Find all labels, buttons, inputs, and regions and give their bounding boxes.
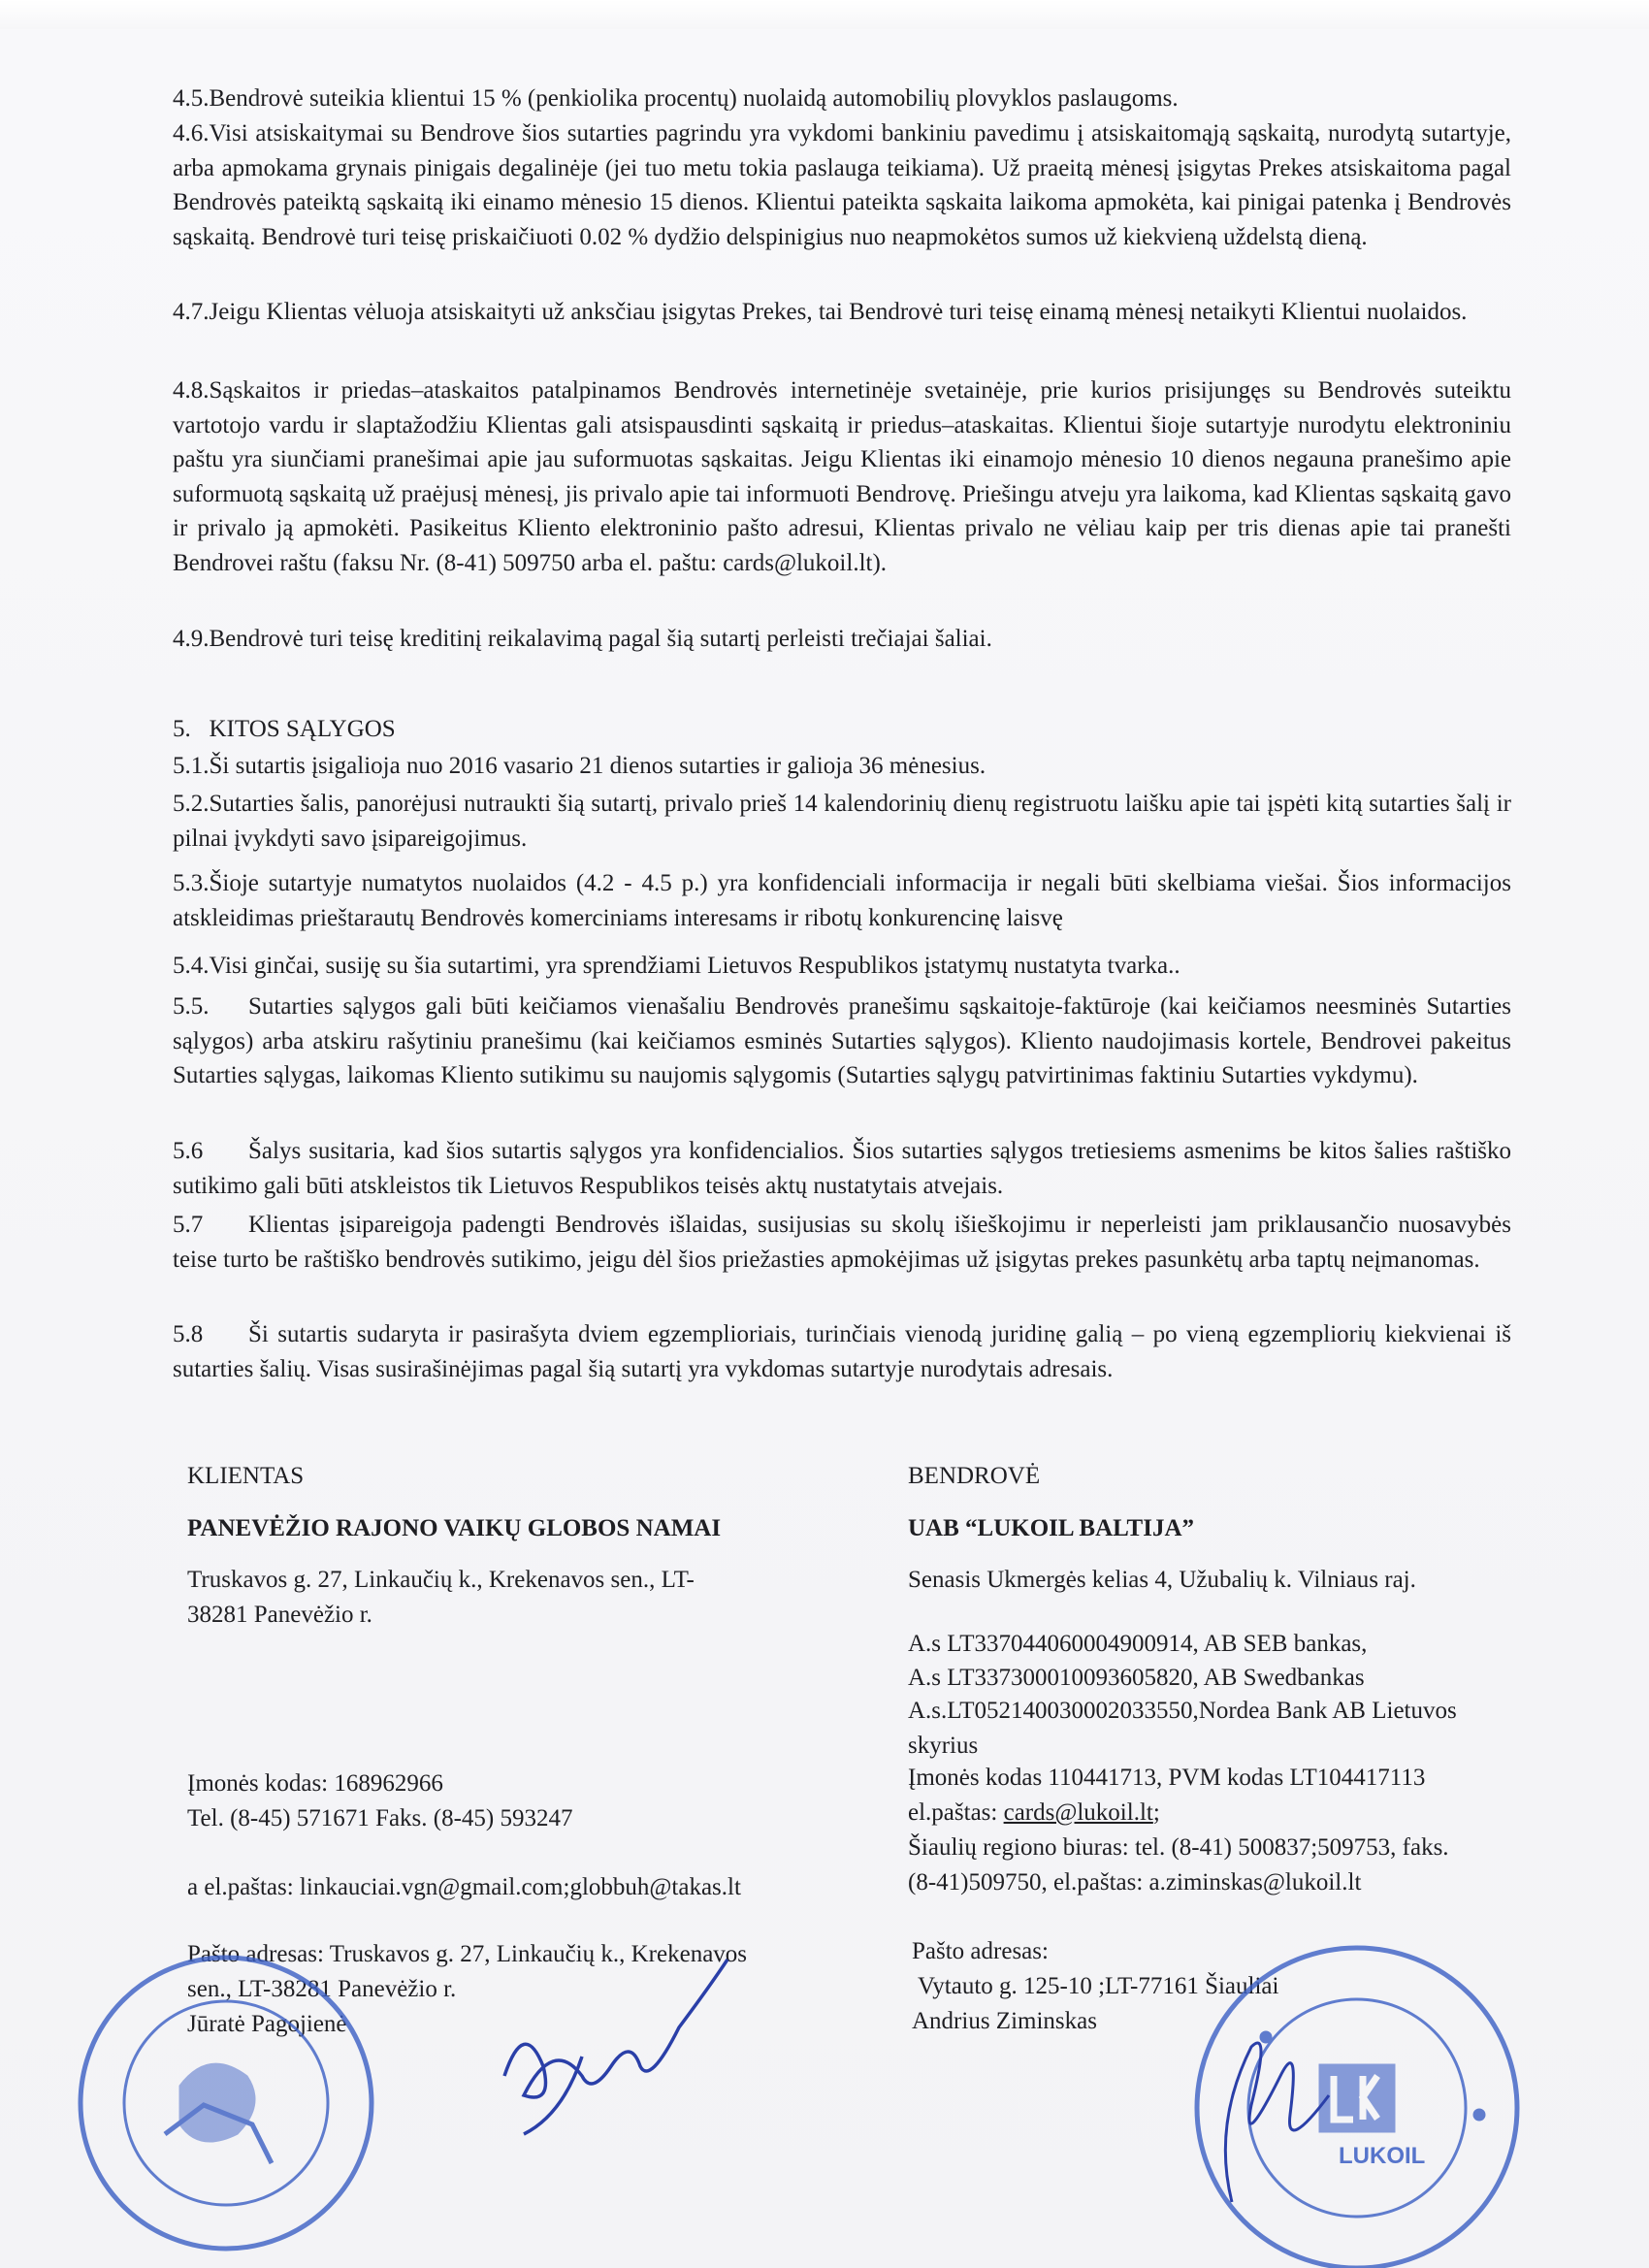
clause-5-3: 5.3.Šioje sutartyje numatytos nuolaidos (4.2 - 4.5 p.) yra konfidenciali informacija ir negali būti skelbiama viešai. Šios informacijos atskleidimas prieštarautų Bendrovės komerciniams interesams ir ribotų konkurencinę laisvę <box>173 870 1511 931</box>
clause-5-6: 5.6 Šalys susitaria, kad šios sutartis sąlygos yra konfidencialios. Šios sutarties sąlygos tretiesiems asmenims be kitos šalies raštiško sutikimo gali būti atskleistos tik Lietuvos Respublikos teisės aktų nustatytais atvejais. <box>173 1138 1511 1199</box>
company-postal: Vytauto g. 125-10 ;LT-77161 Šiauliai <box>918 1973 1279 1999</box>
clause-5-7: 5.7 Klientas įsipareigoja padengti Bendrovės išlaidas, susijusias su skolų išieškojimu ir neperleisti jam priklausančio nuosavybės teise turto be raštiško bendrovės sutikimo, jeigu dėl šios priežasties apmokėjimas už įsigytas prekes pasunkėtų arba taptų neįmanomas. <box>173 1212 1511 1273</box>
client-postal-2: sen., LT-38281 Panevėžio r. <box>187 1976 457 2002</box>
company-code: Įmonės kodas 110441713, PVM kodas LT104417113 <box>908 1765 1426 1791</box>
client-address-1: Truskavos g. 27, Linkaučių k., Krekenavos sen., LT- <box>187 1567 695 1593</box>
clause-4-8: 4.8.Sąskaitos ir priedas–ataskaitos patalpinamos Bendrovės internetinėje svetainėje, prie kurios prisijungęs su Bendrovės suteiktu vartotojo vardu ir slaptažodžiu Klientas gali atsispausdinti sąskaitą ir priedus–ataskaitas. Klientui šioje sutartyje nurodytu elektroniniu paštu yra siunčiami pranešimai apie jau suformuotas sąskaitas. Jeigu Klientas iki einamojo mėnesio 10 dienos negauna pranešimo apie suformuotą sąskaitą už praėjusį mėnesį, jis privalo apie tai informuoti Bendrovę. Priešingu atveju yra laikoma, kad Klientas sąskaitą gavo ir privalo ją apmokėti. Pasikeitus Kliento elektroninio pašto adresui, Klientas privalo ne vėliau kaip per tris dienas apie tai pranešti Bendrovei raštu (faksu Nr. (8-41) 509750 arba el. paštu: cards@lukoil.lt). <box>173 377 1511 576</box>
client-signatory: Jūratė Pagojienė <box>187 2011 347 2037</box>
client-signature <box>504 1960 728 2134</box>
client-name: PANEVĖŽIO RAJONO VAIKŲ GLOBOS NAMAI <box>187 1515 722 1541</box>
clause-4-9: 4.9.Bendrovė turi teisę kreditinį reikalavimą pagal šią sutartį perleisti trečiajai šaliai. <box>173 626 992 652</box>
clause-5-8: 5.8 Ši sutartis sudaryta ir pasirašyta dviem egzemplioriais, turinčiais vienodą juridinę galią – po vieną egzempliorių kiekvienai iš sutarties šalių. Visas susirašinėjimas pagal šią sutartį yra vykdomas sutartyje nurodytais adresais. <box>173 1321 1511 1382</box>
clause-5-4: 5.4.Visi ginčai, susiję su šia sutartimi, yra sprendžiami Lietuvos Respublikos įstatymų nustatyta tvarka.. <box>173 953 1180 979</box>
client-phone: Tel. (8-45) 571671 Faks. (8-45) 593247 <box>187 1805 573 1831</box>
company-bank-3: A.s.LT052140030002033550,Nordea Bank AB Lietuvos <box>908 1698 1457 1724</box>
client-email: a el.paštas: linkauciai.vgn@gmail.com;globbuh@takas.lt <box>187 1874 741 1900</box>
company-email-line: el.paštas: cards@lukoil.lt; <box>908 1799 1160 1826</box>
clause-5-5: 5.5. Sutarties sąlygos gali būti keičiamos vienašaliu Bendrovės pranešimu sąskaitoje-faktūroje (kai keičiamos neesminės Sutarties sąlygos) arba atskiru rašytiniu pranešimu (kai keičiamos esminės Sutarties sąlygos). Kliento naudojimasis kortele, Bendrovei pakeitus Sutarties sąlygas, laikomas Kliento sutikimu su naujomis sąlygomis (Sutarties sąlygų patvirtinimas faktiniu Sutarties vykdymu). <box>173 993 1511 1089</box>
company-region-1: Šiaulių regiono biuras: tel. (8-41) 500837;509753, faks. <box>908 1834 1449 1861</box>
clause-4-6: 4.6.Visi atsiskaitymai su Bendrove šios sutarties pagrindu yra vykdomi bankiniu pavedimu į atsiskaitomąją sąskaitą, nurodytą sutartyje, arba apmokama grynais pinigais degalinėje (jei tuo metu tokia paslauga teikiama). Už praeitą mėnesį įsigytas Prekes atsiskaitoma pagal Bendrovės pateiktą sąskaitą iki einamo mėnesio 15 dienos. Klientui pateikta sąskaita laikoma apmokėta, kai pinigai patenka į Bendrovės sąskaitą. Bendrovė turi teisę priskaičiuoti 0.02 % dydžio delspinigius nuo neapmokėtos sumos už kiekvieną uždelstą dieną. <box>173 120 1511 250</box>
company-role: BENDROVĖ <box>908 1463 1041 1489</box>
company-postal-label: Pašto adresas: <box>912 1938 1049 1964</box>
lukoil-logo-text: LUKOIL <box>1339 2143 1426 2169</box>
clause-5-1: 5.1.Ši sutartis įsigalioja nuo 2016 vasario 21 dienos sutarties ir galioja 36 mėnesius. <box>173 753 986 779</box>
section-5-heading: 5. KITOS SĄLYGOS <box>173 716 396 742</box>
company-region-2: (8-41)509750, el.paštas: a.ziminskas@lukoil.lt <box>908 1869 1362 1895</box>
company-signature <box>1225 2043 1329 2202</box>
scan-edge <box>0 0 1649 29</box>
client-code: Įmonės kodas: 168962966 <box>187 1770 443 1797</box>
client-postal-1: Pašto adresas: Truskavos g. 27, Linkaučių k., Krekenavos <box>187 1941 748 1967</box>
client-role: KLIENTAS <box>187 1463 305 1489</box>
client-address-2: 38281 Panevėžio r. <box>187 1602 372 1628</box>
company-name: UAB “LUKOIL BALTIJA” <box>908 1515 1194 1541</box>
clause-5-2: 5.2.Sutarties šalis, panorėjusi nutraukti šią sutartį, privalo prieš 14 kalendorinių dienų registruotu laišku apie tai įspėti kitą sutarties šalį ir pilnai įvykdyti savo įsipareigojimus. <box>173 791 1511 852</box>
company-email-link[interactable]: cards@lukoil.lt <box>1003 1799 1153 1826</box>
company-address: Senasis Ukmergės kelias 4, Užubalių k. Vilniaus raj. <box>908 1567 1416 1593</box>
clause-4-5: 4.5.Bendrovė suteikia klientui 15 % (penkiolika procentų) nuolaidą automobilių plovyklos paslaugoms. <box>173 85 1179 112</box>
company-bank-1: A.s LT337044060004900914, AB SEB bankas, <box>908 1631 1368 1657</box>
company-bank-3b: skyrius <box>908 1733 979 1759</box>
company-signatory: Andrius Ziminskas <box>912 2008 1097 2034</box>
clause-4-7: 4.7.Jeigu Klientas vėluoja atsiskaityti už anksčiau įsigytas Prekes, tai Bendrovė turi teisę einamą mėnesį netaikyti Klientui nuolaidos. <box>173 299 1468 325</box>
company-bank-2: A.s LT337300010093605820, AB Swedbankas <box>908 1665 1365 1691</box>
